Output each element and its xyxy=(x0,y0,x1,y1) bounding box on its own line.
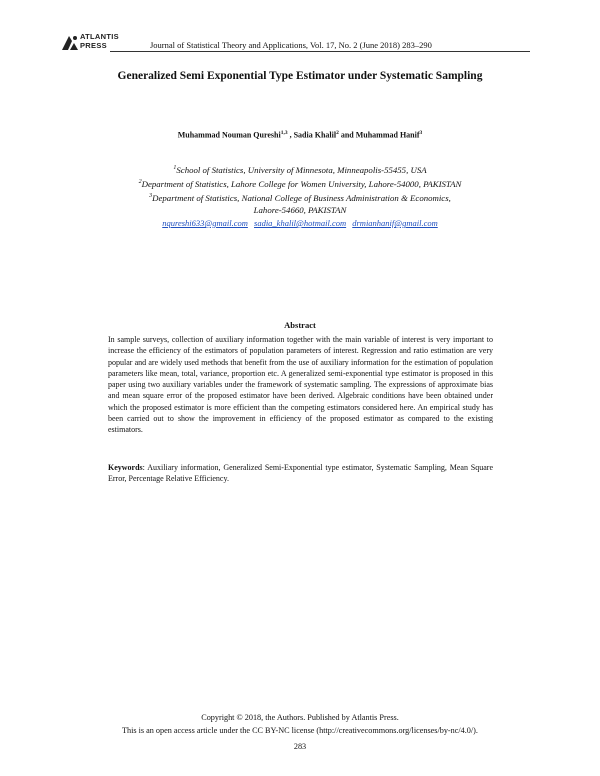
author-separator: and xyxy=(338,130,356,140)
email-link[interactable]: sadia_khalil@hotmail.com xyxy=(254,218,347,228)
author-name: Muhammad Hanif xyxy=(355,130,420,140)
abstract-heading: Abstract xyxy=(284,320,316,330)
keywords-label: Keywords xyxy=(108,463,143,472)
affiliation-text: Department of Statistics, National College of Business Administration & Economics, xyxy=(152,192,451,203)
affiliation-marker: 3 xyxy=(149,193,153,199)
keywords xyxy=(108,462,493,485)
author-affiliation-marker: 2 xyxy=(336,130,339,136)
author-separator: , xyxy=(287,130,294,140)
abstract-text: In sample surveys, collection of auxiliary information together with the main variable of interest is very important to increase the efficiency of the estimators of population parameters of interest. Regression and ratio estimation are very popular and are widely used methods that benefit from the use of auxiliary information for the estimation of population parameters like mean, total, variance, proportion etc. A generalized semi-exponential type estimator is proposed in this paper using two auxiliary variables under the framework of systematic sampling. The expressions of approximate bias and mean square error of the proposed estimator have been derived. Algebraic conditions have been obtained under which the proposed estimator is more efficient than the competing estimators considered here. An empirical study has been carried out to show the improvement in efficiency of the proposed estimator as compared to the existing estimators. xyxy=(108,335,493,435)
atlantis-logo-icon xyxy=(60,34,80,52)
keywords-text: : Auxiliary information, Generalized Semi-Exponential type estimator, Systematic Sampling, Mean Square Error, Percentage Relative Efficiency. xyxy=(108,463,493,484)
affiliation-text: Lahore-54660, PAKISTAN xyxy=(253,205,347,215)
publisher-name-line1: ATLANTIS xyxy=(80,32,119,41)
publisher-name xyxy=(80,32,119,50)
author-name: Muhammad Nouman Qureshi xyxy=(177,130,281,140)
header-rule xyxy=(110,51,530,52)
author-affiliation-marker: 1,3 xyxy=(280,130,288,136)
affiliation-line xyxy=(0,176,600,191)
author-list xyxy=(0,130,600,140)
affiliation-marker: 2 xyxy=(138,179,142,185)
affiliation-marker: 1 xyxy=(173,165,177,171)
copyright-notice: Copyright © 2018, the Authors. Published by Atlantis Press. xyxy=(201,713,399,722)
affiliation-line xyxy=(0,162,600,177)
email-link[interactable]: nqureshi633@gmail.com xyxy=(162,218,248,228)
author-affiliation-marker: 3 xyxy=(419,130,423,136)
page-number: 283 xyxy=(293,742,307,751)
paper-title: Generalized Semi Exponential Type Estimator under Systematic Sampling xyxy=(117,70,483,82)
license-notice: This is an open access article under the CC BY-NC license (http://creativecommons.org/licenses/by-nc/4.0/). xyxy=(122,726,478,735)
affiliation-line xyxy=(0,190,600,205)
affiliation-text: School of Statistics, University of Minnesota, Minneapolis-55455, USA xyxy=(176,164,427,175)
affiliation-line xyxy=(0,204,600,217)
author-name: Sadia Khalil xyxy=(293,130,337,140)
affiliation-text: Department of Statistics, Lahore College for Women University, Lahore-54000, PAKISTAN xyxy=(141,178,462,189)
publisher-name-line2: PRESS xyxy=(80,41,107,50)
journal-citation: Journal of Statistical Theory and Applications, Vol. 17, No. 2 (June 2018) 283–290 xyxy=(150,40,432,50)
author-emails xyxy=(0,218,600,228)
email-link[interactable]: drmianhanif@gmail.com xyxy=(352,218,438,228)
